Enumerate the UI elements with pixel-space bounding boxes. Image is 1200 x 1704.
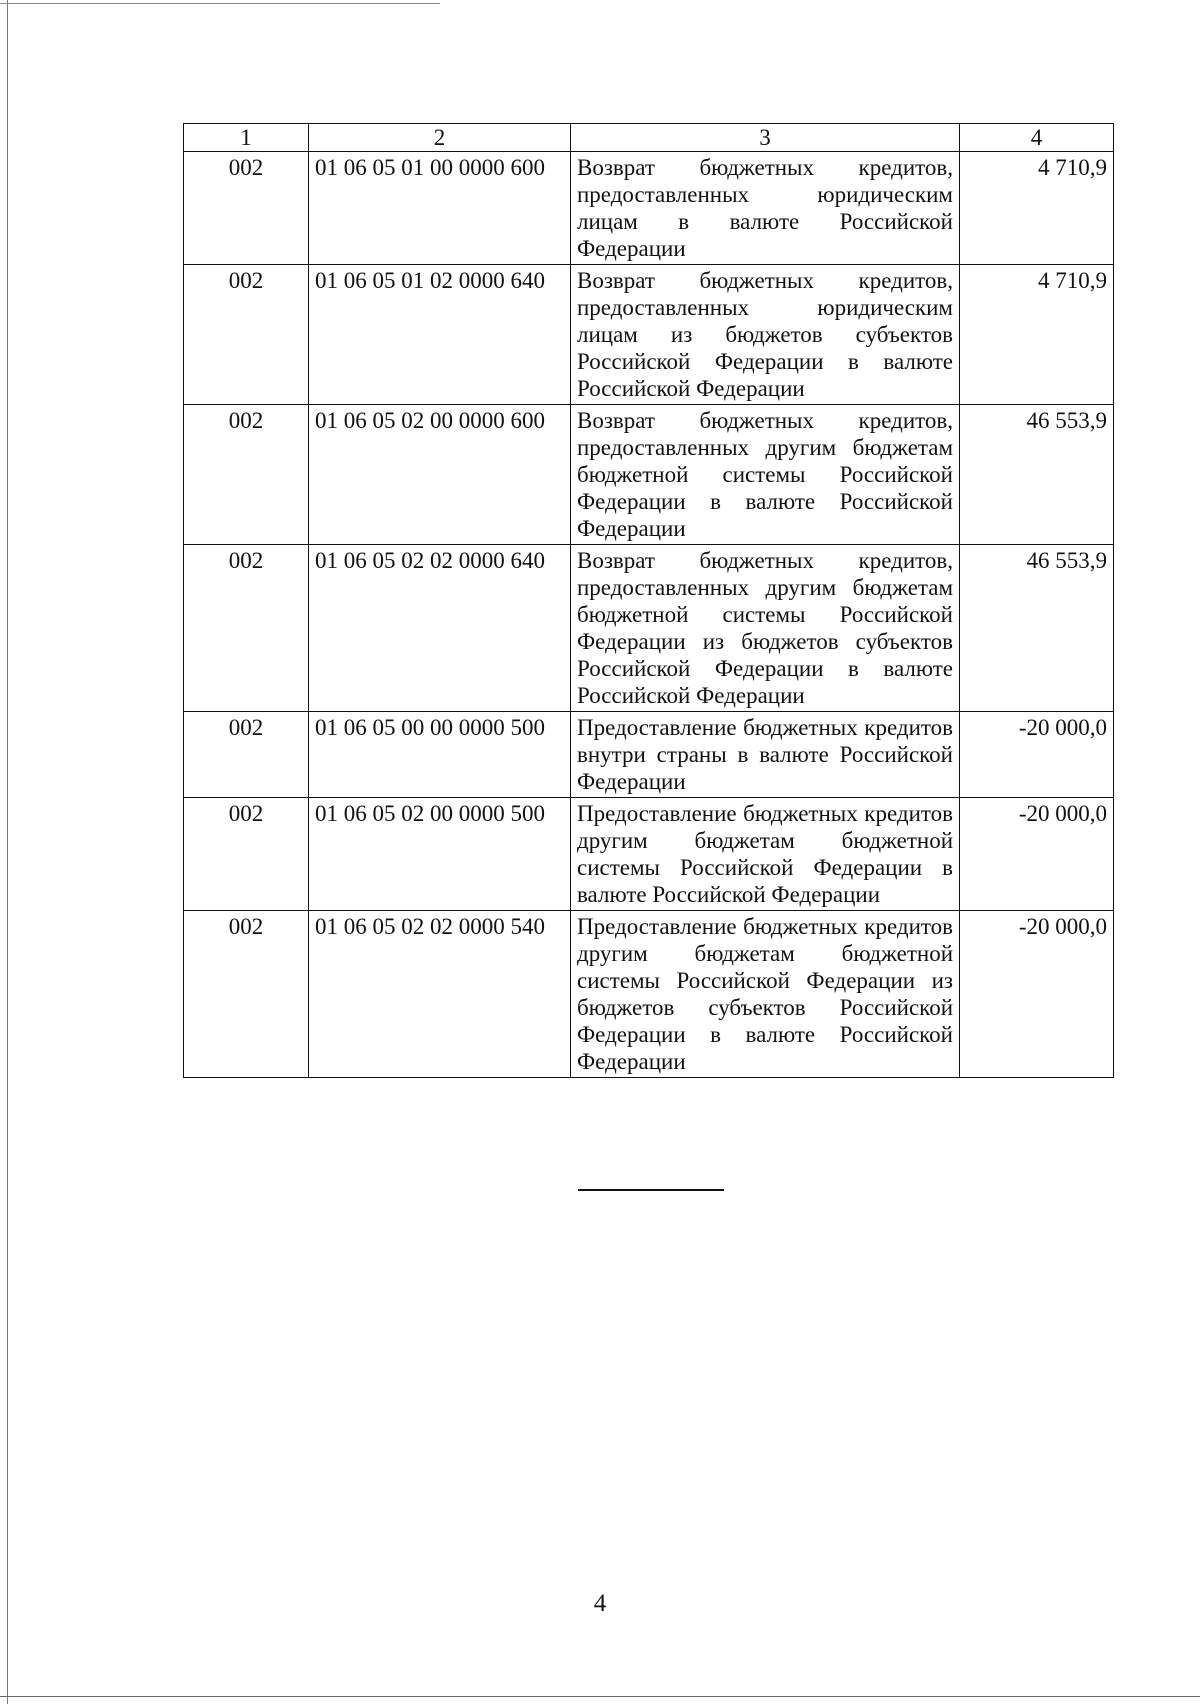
page-number: 4	[593, 1590, 607, 1617]
table-row	[184, 152, 1114, 265]
admin-code-cell: 002	[184, 545, 309, 712]
amount-cell: 4 710,9	[960, 265, 1114, 405]
admin-code-cell: 002	[184, 152, 309, 265]
description-cell: Возврат бюджетных кредитов, предоставленных другим бюджетам бюджетной системы Российской Федерации из бюджетов субъектов Российской Федерации в валюте Российской Федерации	[571, 545, 960, 712]
amount-cell: 46 553,9	[960, 545, 1114, 712]
budget-code-cell: 01 06 05 00 00 0000 500	[309, 712, 571, 798]
amount-cell: -20 000,0	[960, 911, 1114, 1078]
scan-edge-left	[7, 0, 8, 1704]
description-cell: Возврат бюджетных кредитов, предоставленных юридическим лицам в валюте Российской Федерации	[571, 152, 960, 265]
admin-code-cell: 002	[184, 911, 309, 1078]
table-header-row	[184, 124, 1114, 152]
description-cell: Предоставление бюджетных кредитов другим бюджетам бюджетной системы Российской Федерации в валюте Российской Федерации	[571, 798, 960, 911]
budget-code-cell: 01 06 05 02 02 0000 640	[309, 545, 571, 712]
amount-cell: 4 710,9	[960, 152, 1114, 265]
table-row	[184, 545, 1114, 712]
column-header-4: 4	[960, 124, 1114, 152]
scan-edge-bottom	[0, 1696, 1200, 1697]
table-row	[184, 798, 1114, 911]
table-row	[184, 712, 1114, 798]
table-row	[184, 405, 1114, 545]
budget-sources-table	[183, 123, 1114, 1078]
budget-code-cell: 01 06 05 01 02 0000 640	[309, 265, 571, 405]
table-row	[184, 265, 1114, 405]
scan-edge-top	[0, 3, 440, 4]
admin-code-cell: 002	[184, 712, 309, 798]
description-cell: Возврат бюджетных кредитов, предоставленных другим бюджетам бюджетной системы Российской Федерации в валюте Российской Федерации	[571, 405, 960, 545]
budget-code-cell: 01 06 05 02 00 0000 600	[309, 405, 571, 545]
table-row	[184, 911, 1114, 1078]
admin-code-cell: 002	[184, 798, 309, 911]
description-cell: Предоставление бюджетных кредитов другим бюджетам бюджетной системы Российской Федерации из бюджетов субъектов Российской Федерации в валюте Российской Федерации	[571, 911, 960, 1078]
column-header-2: 2	[309, 124, 571, 152]
amount-cell: 46 553,9	[960, 405, 1114, 545]
budget-code-cell: 01 06 05 02 00 0000 500	[309, 798, 571, 911]
amount-cell: -20 000,0	[960, 798, 1114, 911]
description-cell: Предоставление бюджетных кредитов внутри страны в валюте Российской Федерации	[571, 712, 960, 798]
amount-cell: -20 000,0	[960, 712, 1114, 798]
footer-rule	[578, 1189, 724, 1191]
column-header-3: 3	[571, 124, 960, 152]
admin-code-cell: 002	[184, 405, 309, 545]
budget-code-cell: 01 06 05 02 02 0000 540	[309, 911, 571, 1078]
column-header-1: 1	[184, 124, 309, 152]
description-cell: Возврат бюджетных кредитов, предоставленных юридическим лицам из бюджетов субъектов Российской Федерации в валюте Российской Федерации	[571, 265, 960, 405]
budget-code-cell: 01 06 05 01 00 0000 600	[309, 152, 571, 265]
admin-code-cell: 002	[184, 265, 309, 405]
